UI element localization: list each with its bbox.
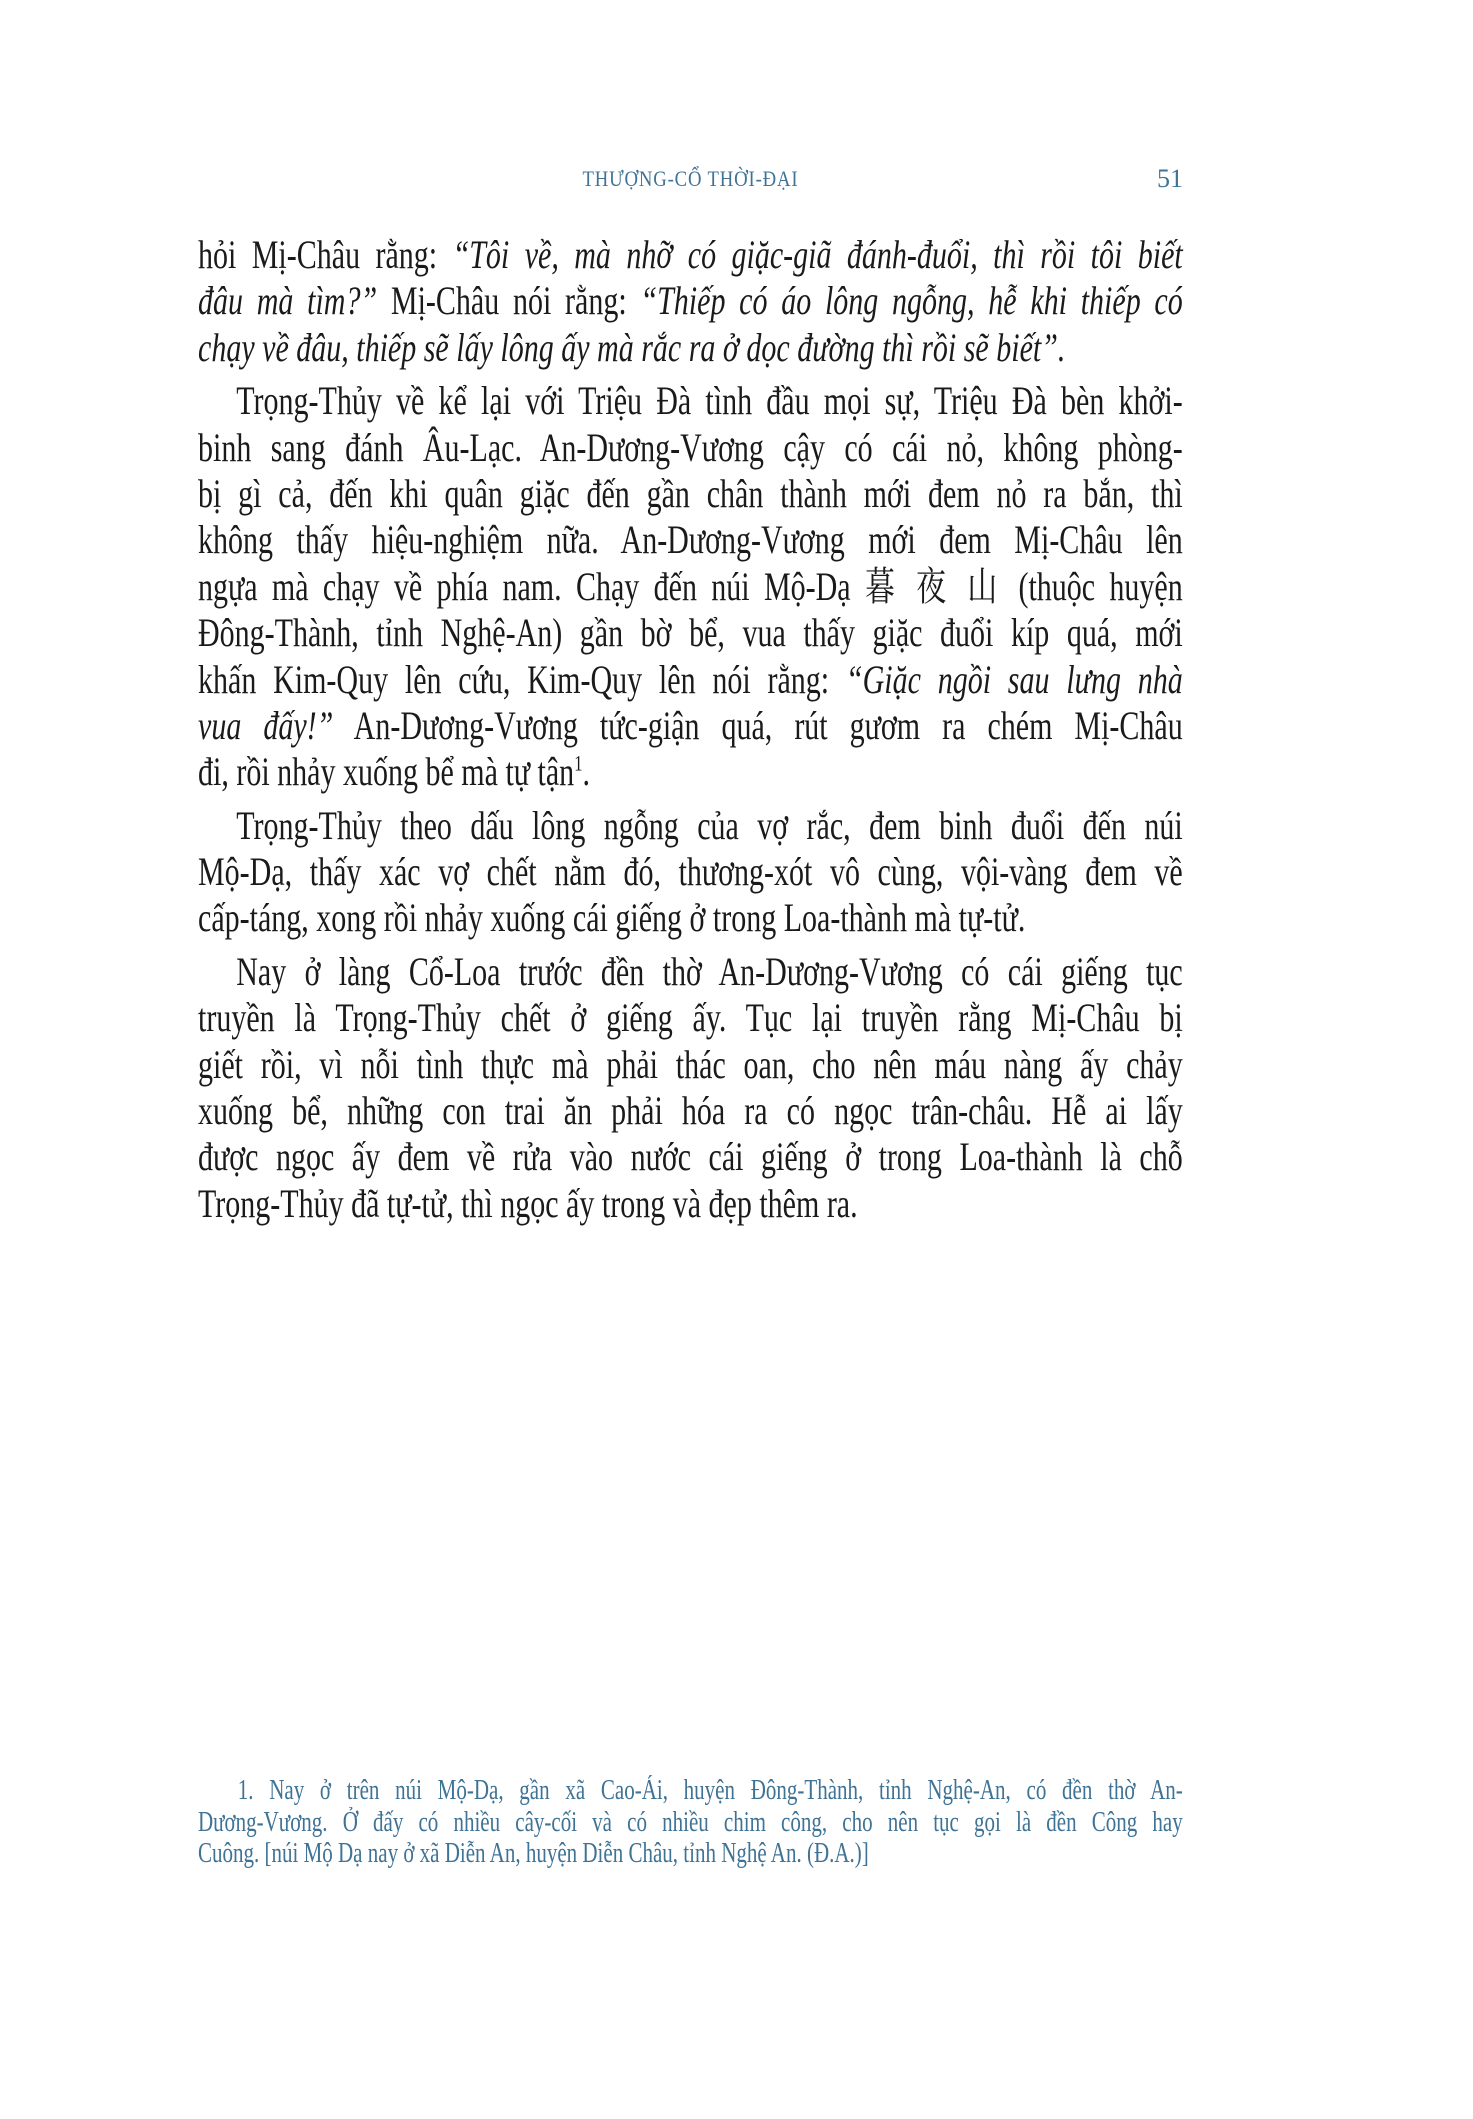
text-line <box>198 517 1183 563</box>
text-run: bị gì cả, đến khi quân giặc đến gần chân thành mới đem nỏ ra bắn, thì <box>198 470 1183 516</box>
text-line <box>198 610 1183 656</box>
text-run: được ngọc ấy đem về rửa vào nước cái giếng ở trong Loa-thành là chỗ <box>198 1134 1183 1180</box>
line-text <box>198 1088 1183 1134</box>
text-line <box>198 425 1183 471</box>
line-text <box>198 949 1183 995</box>
paragraph <box>198 378 1183 796</box>
line-text <box>198 657 1183 703</box>
footnote <box>198 1775 1183 1870</box>
text-run: Mộ-Dạ, thấy xác vợ chết nằm đó, thương-xót vô cùng, vội-vàng đem về <box>198 849 1183 895</box>
text-run: xuống bể, những con trai ăn phải hóa ra có ngọc trân-châu. Hễ ai lấy <box>198 1088 1183 1134</box>
text-line <box>198 378 1183 424</box>
line-text <box>198 378 1183 424</box>
footnote-ref[interactable]: 1 <box>574 750 583 776</box>
footnote-line <box>198 1807 1183 1839</box>
text-run: truyền là Trọng-Thủy chết ở giếng ấy. Tục lại truyền rằng Mị-Châu bị <box>198 995 1183 1041</box>
line-text <box>198 1181 1183 1227</box>
line-text <box>198 564 1183 610</box>
text-line <box>198 1181 1183 1227</box>
text-line <box>198 1042 1183 1088</box>
paragraph <box>198 803 1183 942</box>
line-text <box>198 1042 1183 1088</box>
footnote-line-text: Cuông. [núi Mộ Dạ nay ở xã Diễn An, huyện Diễn Châu, tỉnh Nghệ An. (Đ.A.)] <box>198 1838 869 1869</box>
text-line <box>198 703 1183 749</box>
text-line <box>198 564 1183 610</box>
page-number: 51 <box>1157 164 1183 193</box>
line-text <box>198 749 1183 795</box>
text-line <box>198 749 1183 795</box>
footnote-line <box>198 1838 1183 1870</box>
text-line <box>198 803 1183 849</box>
footnote-line-text: Dương-Vương. Ở đấy có nhiều cây-cối và có nhiều chim công, cho nên tục gọi là đền Công hay <box>198 1806 1183 1838</box>
paragraph <box>198 949 1183 1227</box>
text-run: Trọng-Thủy về kể lại với Triệu Đà tình đầu mọi sự, Triệu Đà bèn khởi- <box>236 378 1183 424</box>
text-run: đi, rồi nhảy xuống bể mà tự tận <box>198 749 575 795</box>
text-run: . <box>582 749 590 795</box>
paragraph <box>198 232 1183 371</box>
text-line <box>198 1134 1183 1180</box>
text-run: binh sang đánh Âu-Lạc. An-Dương-Vương cậy có cái nỏ, không phòng- <box>198 424 1183 470</box>
text-line <box>198 895 1183 941</box>
footnote-line-text: 1. Nay ở trên núi Mộ-Dạ, gần xã Cao-Ái, huyện Đông-Thành, tỉnh Nghệ-An, có đền thờ An- <box>237 1775 1183 1806</box>
text-run: Trọng-Thủy đã tự-tử, thì ngọc ấy trong và đẹp thêm ra. <box>198 1180 858 1226</box>
text-run: Mị-Châu nói rằng: <box>377 278 641 324</box>
line-text <box>198 325 1183 371</box>
text-line <box>198 849 1183 895</box>
line-text <box>198 1134 1183 1180</box>
text-run: An-Dương-Vương tức-giận quá, rút gươm ra chém Mị-Châu <box>333 702 1183 748</box>
text-run: giết rồi, vì nỗi tình thực mà phải thác oan, cho nên máu nàng ấy chảy <box>198 1041 1183 1087</box>
line-text <box>198 517 1183 563</box>
text-line <box>198 471 1183 517</box>
footnote-line <box>198 1775 1183 1807</box>
text-line <box>198 995 1183 1041</box>
line-text <box>198 610 1183 656</box>
text-line <box>198 278 1183 324</box>
text-run: khấn Kim-Quy lên cứu, Kim-Quy lên nói rằng: <box>198 656 846 702</box>
line-text <box>198 703 1183 749</box>
text-run: không thấy hiệu-nghiệm nữa. An-Dương-Vương mới đem Mị-Châu lên <box>198 517 1183 563</box>
line-text <box>198 849 1183 895</box>
page-header <box>198 166 1183 196</box>
line-text <box>198 278 1183 324</box>
text-line <box>198 1088 1183 1134</box>
line-text <box>198 471 1183 517</box>
text-run: Nay ở làng Cổ-Loa trước đền thờ An-Dương-Vương có cái giếng tục <box>236 948 1183 994</box>
text-run: Đông-Thành, tỉnh Nghệ-An) gần bờ bể, vua thấy giặc đuổi kíp quá, mới <box>198 610 1183 656</box>
italic-quote: “Tôi về, mà nhỡ có giặc-giã đánh-đuổi, thì rồi tôi biết <box>452 232 1183 277</box>
line-text <box>198 995 1183 1041</box>
text-run: ngựa mà chạy về phía nam. Chạy đến núi Mộ-Dạ 暮 夜 山 (thuộc huyện <box>198 563 1183 609</box>
text-line <box>198 232 1183 278</box>
text-line <box>198 657 1183 703</box>
line-text <box>198 895 1183 941</box>
text-line <box>198 325 1183 371</box>
line-text <box>198 425 1183 471</box>
line-text <box>198 232 1183 278</box>
italic-quote: “Thiếp có áo lông ngỗng, hễ khi thiếp có <box>640 278 1183 324</box>
running-title: THƯỢNG-CỔ THỜI-ĐẠI <box>582 166 799 191</box>
text-run: cấp-táng, xong rồi nhảy xuống cái giếng ở trong Loa-thành mà tự-tử. <box>198 895 1026 941</box>
text-run: Trọng-Thủy theo dấu lông ngỗng của vợ rắc, đem binh đuổi đến núi <box>236 802 1183 848</box>
italic-quote: “Giặc ngồi sau lưng nhà <box>845 656 1183 702</box>
text-line <box>198 949 1183 995</box>
italic-quote: chạy về đâu, thiếp sẽ lấy lông ấy mà rắc ra ở dọc đường thì rồi sẽ biết”. <box>198 324 1066 370</box>
body-text <box>198 232 1183 1234</box>
line-text <box>198 803 1183 849</box>
italic-quote: đâu mà tìm?” <box>198 278 378 324</box>
italic-quote: vua đấy!” <box>198 702 334 748</box>
text-run: hỏi Mị-Châu rằng: <box>198 232 453 277</box>
